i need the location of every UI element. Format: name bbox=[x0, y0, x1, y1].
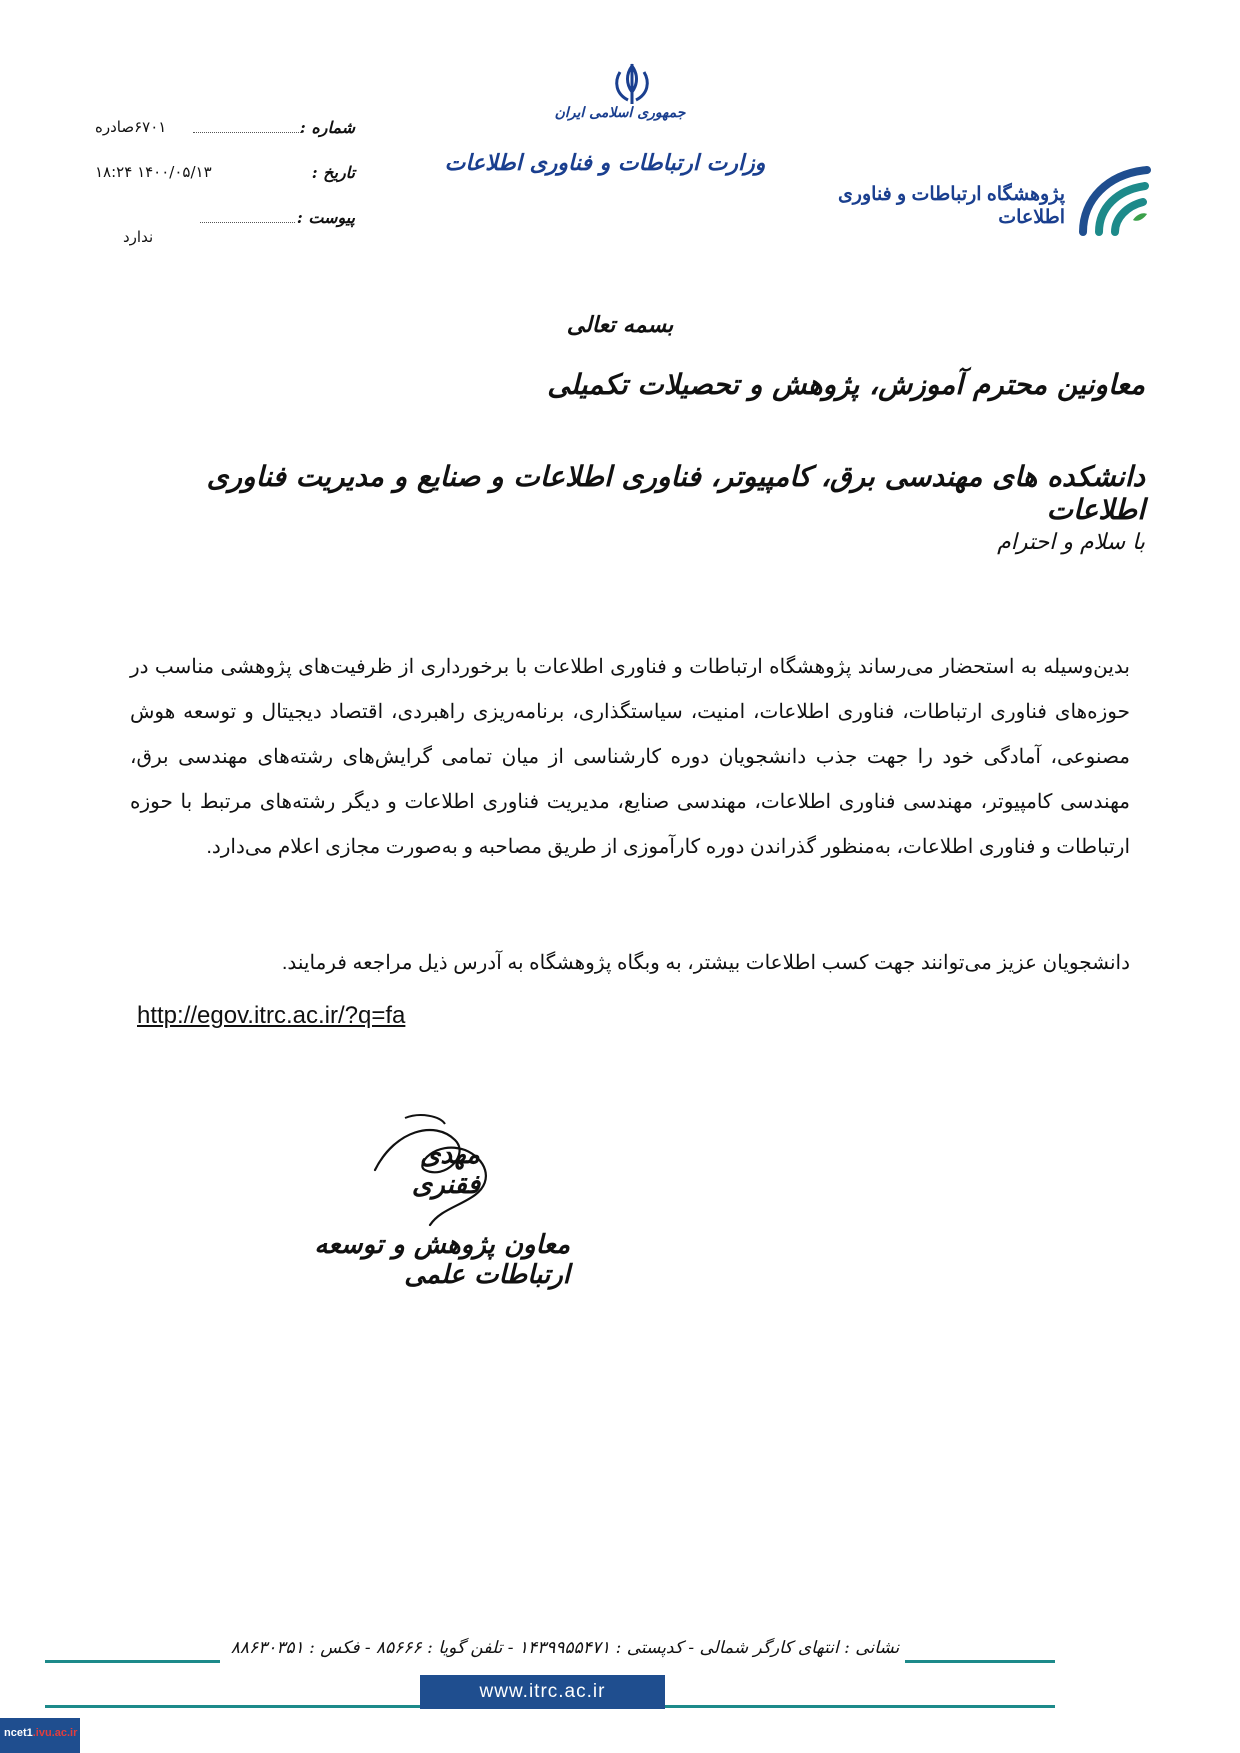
body-paragraph-2: دانشجویان عزیز می‌توانند جهت کسب اطلاعات بیشتر، به وبگاه پژوهشگاه به آدرس ذیل مراجعه فرمایند. bbox=[281, 952, 1130, 974]
letter-attachment-value: ندارد bbox=[123, 228, 154, 246]
website-link[interactable]: http://egov.itrc.ac.ir/?q=fa bbox=[137, 1002, 406, 1029]
footer-rule-left bbox=[45, 1660, 220, 1663]
letter-date-row bbox=[95, 163, 355, 191]
letter-number-label: شماره : bbox=[299, 118, 355, 137]
addressee-line-1: معاونین محترم آموزش، پژوهش و تحصیلات تکمیلی bbox=[547, 368, 1145, 401]
letter-date-value: ۱۴۰۰/۰۵/۱۳ ۱۸:۲۴ bbox=[95, 163, 212, 181]
iran-emblem-icon bbox=[612, 62, 652, 106]
dotted-leader bbox=[200, 222, 295, 223]
watermark-suffix: .ivu.ac.ir bbox=[32, 1727, 78, 1739]
letter-attachment-label: پیوست : bbox=[296, 208, 355, 227]
signer-name: مهدی فقنری bbox=[411, 1140, 480, 1200]
greeting: با سلام و احترام bbox=[997, 530, 1145, 555]
letter-attachment-row bbox=[95, 208, 355, 246]
footer-rule-right bbox=[905, 1660, 1055, 1663]
footer-rule-bottom-left bbox=[45, 1705, 420, 1708]
dotted-leader bbox=[193, 132, 303, 133]
letter-number-value: ۶۷۰۱صادره bbox=[95, 118, 167, 136]
institute-name: پژوهشگاه ارتباطات و فناوری اطلاعات bbox=[837, 184, 1065, 228]
footer-rule-bottom-right bbox=[665, 1705, 1055, 1708]
ministry-name: وزارت ارتباطات و فناوری اطلاعات bbox=[444, 150, 766, 176]
institute-logo-icon bbox=[1075, 160, 1155, 240]
footer-website[interactable]: www.itrc.ac.ir bbox=[479, 1681, 606, 1702]
letter-date-label: تاریخ : bbox=[311, 163, 355, 182]
republic-label: جمهوری اسلامی ایران bbox=[554, 105, 686, 121]
body-paragraph-1: بدین‌وسیله به استحضار می‌رساند پژوهشگاه ارتباطات و فناوری اطلاعات با برخورداری از ظرفیت‌های پژوهشی مناسب در حوزه‌های فناوری ارتباطات، فناوری اطلاعات، امنیت، سیاستگذاری، برنامه‌ریزی راهبردی، اقتصاد دیجیتال و توسعه هوش مصنوعی، آمادگی خود را جهت جذب دانشجویان دوره کارشناسی از میان تمامی گرایش‌های رشته‌های مهندسی برق، مهندسی کامپیوتر، مهندسی فناوری اطلاعات، مهندسی صنایع، مدیریت فناوری اطلاعات و دیگر رشته‌های مرتبط با حوزه ارتباطات و فناوری اطلاعات، به‌منظور گذراندن دوره کارآموزی از طریق مصاحبه و به‌صورت مجازی اعلام می‌دارد. bbox=[130, 656, 1130, 858]
letter-number-row bbox=[95, 118, 355, 146]
signer-title: معاون پژوهش و توسعه ارتباطات علمی bbox=[314, 1230, 570, 1290]
invocation: بسمه تعالی bbox=[566, 312, 674, 338]
corner-watermark-text bbox=[4, 1727, 77, 1739]
watermark-prefix: ncet1 bbox=[4, 1727, 33, 1739]
footer-address: نشانی : انتهای کارگر شمالی - کدپستی : ۱۴۳۹۹۵۵۴۷۱ - تلفن گویا : ۸۵۶۶۶ - فکس : ۸۸۶۳۰۳۵۱ bbox=[230, 1638, 900, 1658]
addressee-line-2: دانشکده های مهندسی برق، کامپیوتر، فناوری اطلاعات و صنایع و مدیریت فناوری اطلاعات bbox=[206, 460, 1145, 526]
